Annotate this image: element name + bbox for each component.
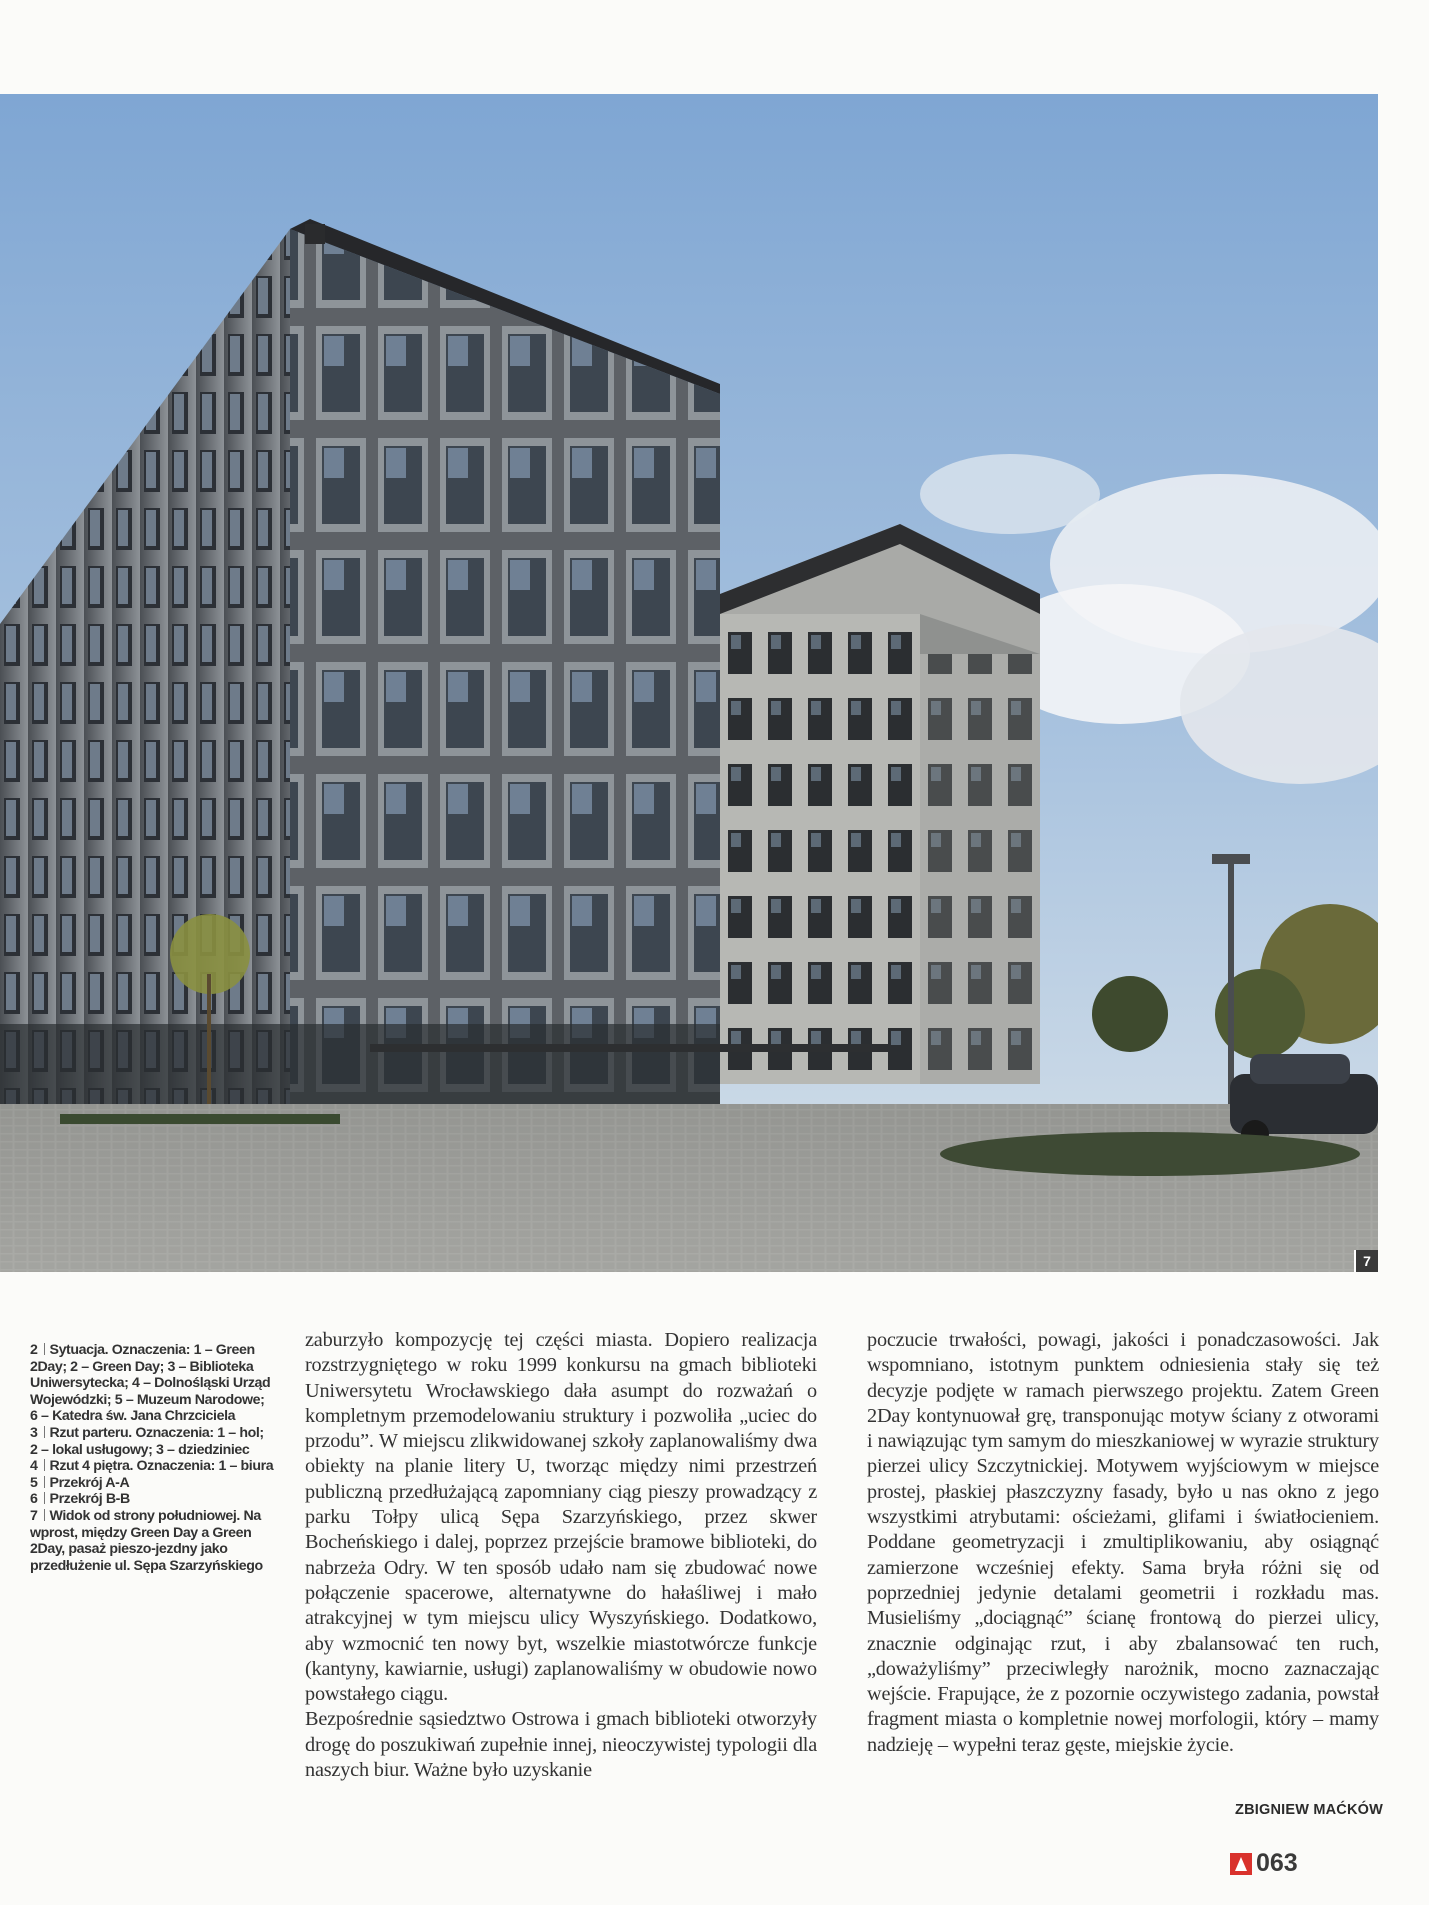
caption-line: Uniwersytecka; 4 – Dolnośląski Urząd xyxy=(30,1375,271,1392)
captions xyxy=(30,1342,280,1574)
caption-line: Sytuacja. Oznaczenia: 1 – Green xyxy=(49,1342,255,1358)
paragraph: poczucie trwałości, powagi, jakości i ponadczasowości. Jak wspomniano, istotnym punktem odniesienia stały się też decyzje podjęte w ramach pierwszego projektu. Zatem Green 2Day kontynuował grę, transponując motyw ściany z otworami i nawiązując tym samym do mieszkaniowej w wyrazie struktury pierzei ulicy Szczytnickiej. Motywem wyjściowym w miejsce prostej, płaskiej płaszczyzny fasady, było u nas okno z jego wszystkimi atrybutami: ościeżami, glifami i światłocieniem. Poddane geometryzacji i zmultiplikowaniu, aby osiągnąć zamierzone wcześniej efekty. Sama bryła różni się od poprzedniej jedynie detalami geometrii i rozkładu mas. Musieliśmy „dociągnąć” ścianę frontową do pierzei ulicy, znacznie odginając rzut, i aby zbalansować ten ruch, „doważyliśmy” przeciwległy narożnik, mocno zaznaczając wejście. Frapujące, że z pozornie oczywistego zadania, powstał fragment miasta o kompletnie nowej morfologii, który – mamy nadzieję – wypełni teraz gęste, miejskie życie. xyxy=(867,1329,1379,1756)
caption-2 xyxy=(30,1342,280,1425)
caption-number: 6 xyxy=(30,1491,38,1508)
caption-line: Przekrój A-A xyxy=(49,1474,130,1491)
caption-5 xyxy=(30,1475,280,1492)
caption-line: Przekrój B-B xyxy=(49,1491,130,1508)
caption-3 xyxy=(30,1425,280,1458)
caption-number: 7 xyxy=(30,1507,38,1524)
article-column-1 xyxy=(305,1328,817,1783)
paragraph: zaburzyło kompozycję tej części miasta. Dopiero realizacja rozstrzygniętego w roku 1999 konkursu na gmach biblioteki Uniwersytetu Wrocławskiego dała asumpt do rozważań o kompletnym przemodelowaniu struktury i pozwoliła „uciec do przodu”. W miejscu zlikwidowanej szkoły zaplanowaliśmy dwa obiekty na planie litery U, tworząc między nimi przestrzeń publiczną przedłużającą zapomniany ciąg pieszy prowadzący z parku Tołpy ulicą Sępa Szarzyńskiego, przez skwer Bocheńskiego i dalej, poprzez przejście bramowe biblioteki, do nabrzeża Odry. W ten sposób udało nam się zbudować nowe połączenie spacerowe, alternatywne do hałaśliwej i mało atrakcyjnej w tym miejscu ulicy Wyszyńskiego. Dodatkowo, aby wzmocnić ten nowy byt, wszelkie miastotwórcze funkcje (kantyny, kawiarnie, usługi) zaplanowaliśmy w obudowie nowo powstałego ciągu. xyxy=(305,1329,817,1706)
caption-4 xyxy=(30,1458,280,1475)
page-number: 063 xyxy=(1256,1849,1298,1877)
caption-line: 6 – Katedra św. Jana Chrzciciela xyxy=(30,1408,236,1425)
building-illustration xyxy=(0,94,1378,1272)
page-footer xyxy=(1230,1849,1298,1878)
caption-line: 2Day, pasaż pieszo-jezdny jako xyxy=(30,1541,228,1558)
caption-line: Wojewódzki; 5 – Muzeum Narodowe; xyxy=(30,1391,265,1408)
caption-number: 3 xyxy=(30,1424,38,1441)
caption-line: wprost, między Green Day a Green xyxy=(30,1524,252,1541)
magazine-logo-icon xyxy=(1230,1853,1252,1875)
caption-line: 2 – lokal usługowy; 3 – dziedziniec xyxy=(30,1441,250,1458)
caption-line: przedłużenie ul. Sępa Szarzyńskiego xyxy=(30,1557,263,1574)
caption-line: 2Day; 2 – Green Day; 3 – Biblioteka xyxy=(30,1358,254,1375)
caption-line: Rzut 4 piętra. Oznaczenia: 1 – biura xyxy=(49,1458,274,1475)
caption-line: Widok od strony południowej. Na xyxy=(49,1507,261,1524)
photo-number: 7 xyxy=(1354,1250,1378,1272)
caption-number: 5 xyxy=(30,1474,38,1491)
caption-6 xyxy=(30,1491,280,1508)
caption-line: Rzut parteru. Oznaczenia: 1 – hol; xyxy=(49,1424,264,1441)
caption-number: 2 xyxy=(30,1342,38,1358)
office-buildings-photo xyxy=(0,94,1378,1272)
paragraph: Bezpośrednie sąsiedztwo Ostrowa i gmach biblioteki otworzyły drogę do poszukiwań zupełnie innej, nieoczywistej typologii dla naszych biur. Ważne było uzyskanie xyxy=(305,1708,817,1782)
caption-number: 4 xyxy=(30,1458,38,1475)
caption-7 xyxy=(30,1508,280,1574)
author-name: ZBIGNIEW MAĆKÓW xyxy=(1235,1802,1383,1818)
article-column-2 xyxy=(867,1328,1379,1758)
